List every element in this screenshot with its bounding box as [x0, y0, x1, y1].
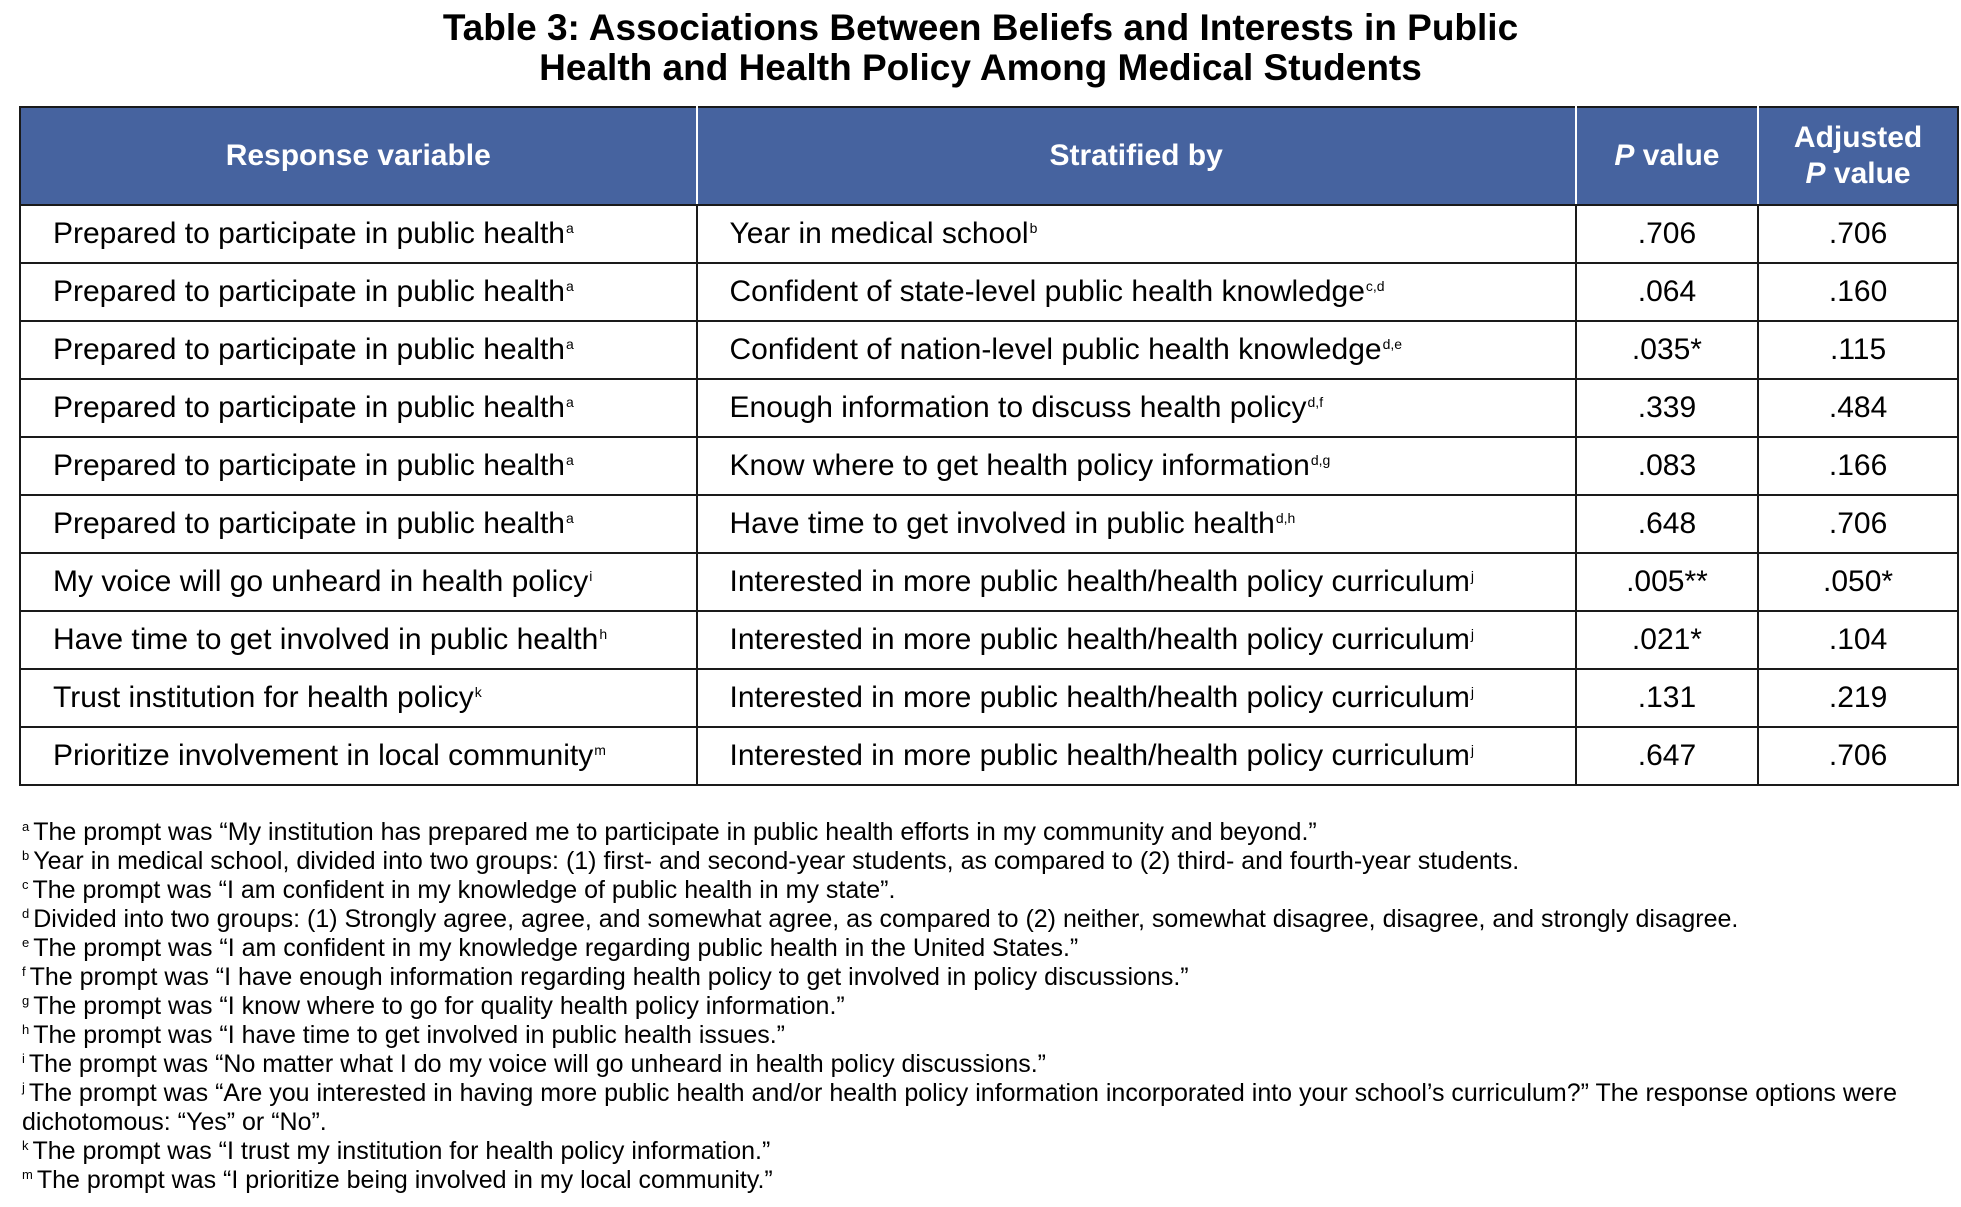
footnote-item — [22, 1137, 1961, 1166]
footnote-item — [22, 905, 1961, 934]
p-value-cell — [1576, 611, 1758, 669]
footnote-text: The prompt was “I am confident in my knowledge regarding public health in the United States.” — [33, 934, 1079, 962]
footnote-marker: d,g — [1310, 452, 1331, 468]
footnote-text: The prompt was “I am confident in my knowledge of public health in my state”. — [32, 876, 896, 904]
adjusted-p-value-cell — [1758, 553, 1958, 611]
title-line-2: Health and Health Policy Among Medical Students — [539, 47, 1422, 88]
footnote-item — [22, 992, 1961, 1021]
footnote-marker: h — [599, 626, 608, 642]
response-cell — [20, 727, 697, 785]
footnote-marker: d,f — [1307, 394, 1324, 410]
response-cell-text: My voice will go unheard in health policy — [53, 565, 589, 598]
header-p-rest: value — [1634, 139, 1720, 172]
table-row — [20, 611, 1958, 669]
response-cell — [20, 495, 697, 553]
footnote-marker: j — [1470, 626, 1475, 642]
stratified-cell — [697, 263, 1576, 321]
header-adj-p-italic: P — [1805, 157, 1826, 190]
table-row — [20, 437, 1958, 495]
response-cell-text: Prepared to participate in public health — [53, 217, 565, 250]
footnote-marker: a — [566, 336, 574, 352]
stratified-cell-text: Know where to get health policy information — [729, 449, 1310, 482]
p-value-cell-text: .005** — [1626, 565, 1708, 598]
adjusted-p-value-cell-text: .706 — [1828, 739, 1888, 772]
stratified-cell — [697, 495, 1576, 553]
adjusted-p-value-cell-text: .706 — [1828, 507, 1888, 540]
footnote-text: The prompt was “Are you interested in having more public health and/or health policy information incorporated into your school’s curriculum?” The response options were dichotomous: “Yes” or “No”. — [22, 1079, 1898, 1136]
footnote-mark: k — [22, 1138, 29, 1153]
footnote-text: The prompt was “I prioritize being involved in my local community.” — [36, 1166, 773, 1194]
p-value-cell — [1576, 263, 1758, 321]
table-body — [20, 205, 1958, 785]
adjusted-p-value-cell-text: .104 — [1828, 623, 1888, 656]
stratified-cell-text: Interested in more public health/health policy curriculum — [729, 739, 1470, 772]
footnote-mark: b — [22, 848, 30, 863]
stratified-cell — [697, 205, 1576, 263]
table-header-row — [20, 107, 1958, 205]
response-cell-text: Have time to get involved in public health — [53, 623, 599, 656]
footnote-text: The prompt was “I know where to go for quality health policy information.” — [33, 992, 845, 1020]
footnote-mark: j — [22, 1080, 25, 1095]
footnote-item — [22, 876, 1961, 905]
adjusted-p-value-cell-text: .166 — [1828, 449, 1888, 482]
header-adjusted-p-value — [1758, 107, 1958, 205]
adjusted-p-value-cell-text: .115 — [1829, 333, 1887, 366]
footnote-item — [22, 934, 1961, 963]
p-value-cell — [1576, 437, 1758, 495]
stratified-cell — [697, 553, 1576, 611]
response-cell — [20, 379, 697, 437]
adjusted-p-value-cell-text: .050* — [1823, 565, 1894, 598]
p-value-cell-text: .339 — [1637, 391, 1697, 424]
p-value-cell-text: .035* — [1631, 333, 1702, 366]
stratified-cell-text: Confident of nation-level public health knowledge — [729, 333, 1382, 366]
p-value-cell-text: .647 — [1637, 739, 1697, 772]
footnote-marker: a — [566, 510, 574, 526]
footnote-text: The prompt was “I have enough information regarding health policy to get involved in policy discussions.” — [29, 963, 1189, 991]
adjusted-p-value-cell — [1758, 495, 1958, 553]
stratified-cell-text: Interested in more public health/health policy curriculum — [729, 565, 1470, 598]
footnote-marker: j — [1470, 742, 1475, 758]
response-cell-text: Prioritize involvement in local community — [53, 739, 594, 772]
footnote-marker: j — [1470, 568, 1475, 584]
footnote-marker: a — [566, 452, 574, 468]
stratified-cell-text: Have time to get involved in public health — [729, 507, 1275, 540]
response-cell — [20, 553, 697, 611]
associations-table — [19, 106, 1959, 786]
footnote-item — [22, 1079, 1961, 1137]
table-row — [20, 379, 1958, 437]
stratified-cell — [697, 727, 1576, 785]
table-row — [20, 495, 1958, 553]
adjusted-p-value-cell — [1758, 669, 1958, 727]
stratified-cell — [697, 611, 1576, 669]
p-value-cell — [1576, 669, 1758, 727]
adjusted-p-value-cell — [1758, 437, 1958, 495]
table-row — [20, 263, 1958, 321]
p-value-cell — [1576, 553, 1758, 611]
title-line-1: Table 3: Associations Between Beliefs and Interests in Public — [442, 7, 1519, 48]
adjusted-p-value-cell — [1758, 379, 1958, 437]
footnote-text: The prompt was “I trust my institution for health policy information.” — [32, 1137, 771, 1165]
stratified-cell — [697, 437, 1576, 495]
p-value-cell-text: .131 — [1637, 681, 1697, 714]
response-cell — [20, 263, 697, 321]
footnote-mark: g — [22, 993, 30, 1008]
footnote-marker: j — [1470, 684, 1475, 700]
footnote-mark: c — [22, 877, 29, 892]
footnote-item — [22, 1050, 1961, 1079]
stratified-cell — [697, 669, 1576, 727]
table-row — [20, 669, 1958, 727]
header-adj-rest: value — [1825, 157, 1911, 190]
response-cell-text: Trust institution for health policy — [53, 681, 474, 714]
stratified-cell — [697, 321, 1576, 379]
footnote-marker: a — [566, 394, 574, 410]
footnote-item — [22, 963, 1961, 992]
p-value-cell — [1576, 205, 1758, 263]
adjusted-p-value-cell — [1758, 263, 1958, 321]
stratified-cell-text: Interested in more public health/health policy curriculum — [729, 623, 1470, 656]
header-adjusted-line2 — [1759, 156, 1957, 192]
response-cell-text: Prepared to participate in public health — [53, 507, 565, 540]
response-cell — [20, 669, 697, 727]
p-value-cell — [1576, 495, 1758, 553]
footnote-mark: f — [22, 964, 26, 979]
footnote-marker: b — [1029, 220, 1038, 236]
response-cell — [20, 321, 697, 379]
footnote-marker: c,d — [1365, 278, 1385, 294]
footnote-text: Year in medical school, divided into two groups: (1) first- and second-year students, as compared to (2) third- and fourth-year students. — [33, 847, 1520, 875]
footnote-text: The prompt was “My institution has prepared me to participate in public health efforts in my community and beyond.” — [33, 818, 1317, 846]
adjusted-p-value-cell-text: .219 — [1828, 681, 1888, 714]
footnote-text: The prompt was “No matter what I do my voice will go unheard in health policy discussions.” — [28, 1050, 1047, 1078]
stratified-cell-text: Enough information to discuss health policy — [729, 391, 1307, 424]
footnote-mark: a — [22, 819, 30, 834]
footnote-item — [22, 1166, 1961, 1195]
footnote-mark: h — [22, 1022, 30, 1037]
p-value-cell-text: .706 — [1637, 217, 1697, 250]
header-stratified-label: Stratified by — [1049, 139, 1223, 172]
response-cell — [20, 611, 697, 669]
stratified-cell-text: Year in medical school — [729, 217, 1029, 250]
footnote-item — [22, 847, 1961, 876]
footnote-marker: i — [589, 568, 593, 584]
footnote-text: Divided into two groups: (1) Strongly agree, agree, and somewhat agree, as compared to (2) neither, somewhat disagree, disagree, and strongly disagree. — [33, 905, 1739, 933]
p-value-cell-text: .064 — [1637, 275, 1697, 308]
adjusted-p-value-cell — [1758, 205, 1958, 263]
header-p-italic: P — [1614, 139, 1635, 172]
adjusted-p-value-cell-text: .484 — [1828, 391, 1888, 424]
footnote-item — [22, 818, 1961, 847]
stratified-cell-text: Confident of state-level public health knowledge — [729, 275, 1365, 308]
header-response-variable — [20, 107, 697, 205]
p-value-cell — [1576, 321, 1758, 379]
response-cell-text: Prepared to participate in public health — [53, 391, 565, 424]
header-stratified-by — [697, 107, 1576, 205]
table-row — [20, 727, 1958, 785]
footnote-item — [22, 1021, 1961, 1050]
footnote-marker: a — [566, 278, 574, 294]
footnote-marker: k — [474, 684, 482, 700]
table-row — [20, 553, 1958, 611]
footnote-text: The prompt was “I have time to get involved in public health issues.” — [33, 1021, 785, 1049]
p-value-cell — [1576, 727, 1758, 785]
adjusted-p-value-cell — [1758, 321, 1958, 379]
footnote-marker: m — [594, 742, 606, 758]
response-cell-text: Prepared to participate in public health — [53, 333, 565, 366]
footnote-mark: e — [22, 935, 30, 950]
p-value-cell-text: .021* — [1631, 623, 1702, 656]
response-cell-text: Prepared to participate in public health — [53, 275, 565, 308]
table-row — [20, 205, 1958, 263]
response-cell-text: Prepared to participate in public health — [53, 449, 565, 482]
p-value-cell — [1576, 379, 1758, 437]
adjusted-p-value-cell — [1758, 611, 1958, 669]
footnote-marker: d,h — [1275, 510, 1296, 526]
header-p-value — [1576, 107, 1758, 205]
footnote-mark: d — [22, 906, 30, 921]
adjusted-p-value-cell — [1758, 727, 1958, 785]
footnote-mark: m — [22, 1167, 33, 1182]
p-value-cell-text: .648 — [1637, 507, 1697, 540]
footnotes — [22, 818, 1961, 1195]
p-value-cell-text: .083 — [1637, 449, 1697, 482]
header-adjusted-line1: Adjusted — [1793, 121, 1923, 154]
footnote-mark: i — [22, 1051, 25, 1066]
footnote-marker: a — [566, 220, 574, 236]
table-row — [20, 321, 1958, 379]
stratified-cell-text: Interested in more public health/health policy curriculum — [729, 681, 1470, 714]
adjusted-p-value-cell-text: .160 — [1828, 275, 1888, 308]
response-cell — [20, 437, 697, 495]
footnote-marker: d,e — [1382, 336, 1403, 352]
page-title — [0, 8, 1961, 88]
response-cell — [20, 205, 697, 263]
stratified-cell — [697, 379, 1576, 437]
header-response-label: Response variable — [225, 139, 491, 172]
adjusted-p-value-cell-text: .706 — [1828, 217, 1888, 250]
